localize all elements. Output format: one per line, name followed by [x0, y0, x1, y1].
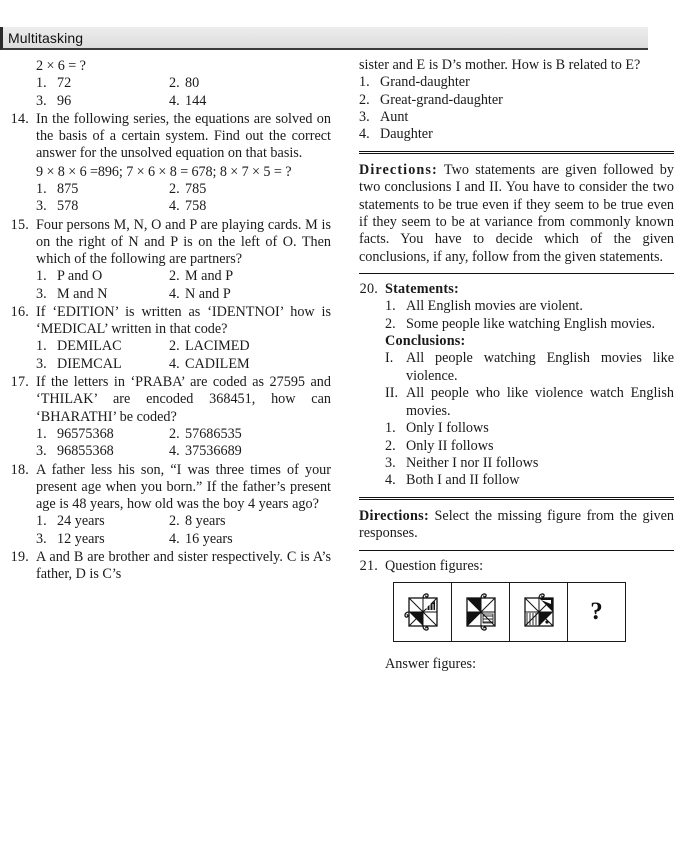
option-marker: 1.	[36, 513, 47, 530]
option-2[interactable]	[169, 513, 226, 530]
directions-paragraph-2	[359, 508, 674, 543]
option-row	[36, 75, 331, 92]
question-number: 15.	[10, 216, 29, 233]
conclusion-text: All people who like violence watch English movies.	[406, 385, 674, 419]
option-1[interactable]	[359, 74, 674, 91]
option-1[interactable]	[385, 420, 674, 437]
pattern-figure-icon	[459, 589, 503, 635]
question-number: 18.	[10, 461, 29, 478]
option-text: 785	[185, 180, 207, 197]
option-text: DEMILAC	[57, 338, 122, 355]
option-text: M and P	[185, 268, 234, 285]
question-13-tail	[10, 57, 331, 110]
question-figures-label: Question figures:	[385, 557, 484, 574]
left-column	[0, 56, 345, 852]
option-text: 578	[57, 198, 79, 215]
question-20	[359, 281, 674, 489]
question-16	[10, 304, 331, 373]
question-number-blank	[10, 57, 36, 110]
option-text: DIEMCAL	[57, 355, 122, 372]
option-marker: 2.	[359, 91, 370, 108]
option-marker: 2.	[169, 268, 180, 285]
option-row	[36, 181, 331, 198]
option-text: Aunt	[380, 109, 409, 126]
option-row	[36, 338, 331, 355]
question-figure-1	[394, 583, 452, 641]
option-3[interactable]	[36, 531, 169, 548]
option-3[interactable]	[36, 93, 169, 110]
statement-text: All English movies are violent.	[406, 298, 583, 315]
option-text: P and O	[57, 268, 103, 285]
option-marker: 2.	[169, 425, 180, 442]
option-3[interactable]	[36, 443, 169, 460]
question-15	[10, 217, 331, 303]
option-marker: 3.	[36, 530, 47, 547]
option-text: N and P	[185, 285, 231, 302]
option-text: 875	[57, 180, 79, 197]
option-4[interactable]	[169, 443, 242, 460]
question-text: If the letters in ‘PRABA’ are coded as 27595 and ‘THILAK’ are encoded 368451, how can ‘BHARATHI’ be coded?	[36, 374, 331, 425]
option-marker: 2.	[169, 338, 180, 355]
option-1[interactable]	[36, 338, 169, 355]
option-3[interactable]	[36, 356, 169, 373]
option-marker: 3.	[36, 285, 47, 302]
option-text: 8 years	[185, 513, 226, 530]
option-text: 16 years	[185, 530, 233, 547]
option-marker: 1.	[36, 425, 47, 442]
answer-figures-label: Answer figures:	[385, 655, 477, 672]
option-text: Both I and II follow	[406, 472, 520, 489]
statement-text: Some people like watching English movies.	[406, 315, 656, 332]
section-divider-4	[359, 550, 674, 551]
option-text: 96855368	[57, 443, 114, 460]
question-number: 14.	[10, 111, 29, 128]
option-marker: 1.	[36, 268, 47, 285]
question-figures-strip	[393, 582, 626, 642]
pattern-figure-icon	[517, 589, 561, 635]
options-list	[36, 513, 331, 548]
option-marker: 4.	[169, 198, 180, 215]
option-marker: 4.	[359, 126, 370, 143]
option-row	[36, 198, 331, 215]
option-4[interactable]	[169, 198, 206, 215]
options-list	[36, 268, 331, 303]
option-text: Only I follows	[406, 420, 489, 437]
option-row	[36, 268, 331, 285]
question-figure-3	[510, 583, 568, 641]
question-number: 21.	[359, 557, 378, 574]
question-number: 20.	[359, 281, 378, 298]
option-text: 72	[57, 75, 72, 92]
directions-text: Select the missing figure from the given responses.	[359, 507, 674, 542]
options-list	[385, 420, 674, 490]
option-marker: 4.	[169, 92, 180, 109]
question-number: 19.	[10, 549, 29, 566]
option-text: 80	[185, 75, 200, 92]
option-3[interactable]	[36, 286, 169, 303]
question-text: Four persons M, N, O and P are playing cards. M is on the right of N and P is on the left of O. Then which of the following are partners?	[36, 216, 331, 268]
option-marker: 4.	[169, 285, 180, 302]
option-marker: 4.	[169, 355, 180, 372]
question-14	[10, 111, 331, 216]
option-row	[36, 426, 331, 443]
question-figure-4-missing	[568, 583, 625, 641]
question-figure-2	[452, 583, 510, 641]
question-text: A father less his son, “I was three times of your present age when you born.” If the father’s present age is 48 years, how old was the boy 4 years ago?	[36, 461, 331, 513]
option-marker: 3.	[36, 443, 47, 460]
option-text: 758	[185, 198, 207, 215]
directions-label: Directions:	[359, 161, 438, 178]
option-2[interactable]	[169, 268, 233, 285]
option-marker: 4.	[385, 472, 396, 489]
option-marker: 3.	[359, 109, 370, 126]
option-marker: 2.	[169, 180, 180, 197]
options-list	[36, 426, 331, 461]
question-text-continued: sister and E is D’s mother. How is B related to E?	[359, 57, 641, 73]
option-marker: 1.	[359, 74, 370, 91]
conclusions-heading: Conclusions:	[385, 333, 466, 350]
right-column	[345, 56, 690, 852]
equation: 2 × 6 = ?	[36, 58, 86, 74]
running-header	[0, 27, 648, 50]
options-list	[36, 181, 331, 216]
option-marker: 3.	[36, 355, 47, 372]
option-marker: 1.	[36, 180, 47, 197]
conclusion-1	[385, 350, 674, 385]
conclusion-2	[385, 385, 674, 420]
option-marker: 2.	[385, 437, 396, 454]
section-divider-1	[359, 151, 674, 154]
statement-marker: 2.	[385, 315, 396, 332]
option-4[interactable]	[169, 286, 231, 303]
option-2[interactable]	[385, 438, 674, 455]
question-21	[359, 558, 674, 674]
option-marker: 3.	[385, 454, 396, 471]
question-19	[10, 549, 331, 583]
page-title: Multitasking	[8, 29, 84, 46]
question-17	[10, 374, 331, 460]
option-marker: 1.	[36, 75, 47, 92]
option-4[interactable]	[359, 126, 674, 143]
option-2[interactable]	[359, 92, 674, 109]
option-1[interactable]	[36, 268, 169, 285]
option-marker: 2.	[169, 513, 180, 530]
option-text: 96575368	[57, 425, 114, 442]
option-text: LACIMED	[185, 338, 250, 355]
option-text: 37536689	[185, 443, 242, 460]
option-marker: 4.	[169, 443, 180, 460]
option-row	[36, 443, 331, 460]
option-2[interactable]	[169, 338, 250, 355]
option-text: Only II follows	[406, 437, 494, 454]
option-marker: 3.	[36, 92, 47, 109]
conclusion-text: All people watching English movies like violence.	[406, 350, 674, 384]
option-3[interactable]	[359, 109, 674, 126]
option-1[interactable]	[36, 181, 169, 198]
option-4[interactable]	[385, 472, 674, 489]
statements-heading: Statements:	[385, 281, 459, 298]
option-text: 57686535	[185, 425, 242, 442]
option-2[interactable]	[169, 75, 199, 92]
question-equation: 9 × 8 × 6 =896; 7 × 6 × 8 = 678; 8 × 7 × 5 = ?	[36, 163, 292, 180]
options-list	[359, 74, 674, 144]
question-number: 16.	[10, 304, 29, 321]
question-mark-glyph: ?	[590, 598, 603, 626]
option-text: 12 years	[57, 530, 105, 547]
question-number: 17.	[10, 374, 29, 391]
option-marker: 1.	[36, 338, 47, 355]
option-marker: 4.	[169, 530, 180, 547]
question-18	[10, 462, 331, 548]
option-1[interactable]	[36, 426, 169, 443]
option-text: 144	[185, 92, 207, 109]
option-marker: 1.	[385, 420, 396, 437]
option-row	[36, 93, 331, 110]
conclusions-list	[385, 350, 674, 420]
option-row	[36, 356, 331, 373]
question-text: In the following series, the equations are solved on the basis of a certain system. Find out the correct answer for the unsolved equation on that basis.	[36, 111, 331, 162]
option-4[interactable]	[169, 531, 233, 548]
two-column-body	[0, 56, 690, 852]
directions-paragraph-1	[359, 162, 674, 266]
pattern-figure-icon	[401, 589, 445, 635]
option-3[interactable]	[385, 455, 674, 472]
options-list	[36, 75, 331, 110]
statement-1	[385, 298, 674, 315]
conclusion-marker: II.	[385, 385, 398, 402]
option-text: Neither I nor II follows	[406, 454, 539, 471]
option-2[interactable]	[169, 426, 242, 443]
section-divider-3	[359, 497, 674, 500]
option-text: 96	[57, 92, 72, 109]
option-text: Grand-daughter	[380, 74, 470, 91]
option-text: Daughter	[380, 126, 433, 143]
option-4[interactable]	[169, 93, 206, 110]
option-3[interactable]	[36, 198, 169, 215]
option-text: Great-grand-daughter	[380, 91, 503, 108]
option-marker: 3.	[36, 198, 47, 215]
directions-text: Two statements are given followed by two conclusions I and II. You have to consider the two statements to be true even if they seem to be true even if they seem to be at variance from commonly known facts. You have to decide which of the given conclusions, if any, follow from the given statements.	[359, 161, 674, 265]
directions-label: Directions:	[359, 507, 430, 524]
statements-list	[385, 298, 674, 333]
question-text: A and B are brother and sister respectively. C is A’s father, D is C’s	[36, 549, 331, 583]
question-text: If ‘EDITION’ is written as ‘IDENTNOI’ how is ‘MEDICAL’ written in that code?	[36, 304, 331, 338]
option-row	[36, 513, 331, 530]
option-text: 24 years	[57, 513, 105, 530]
option-text: M and N	[57, 285, 108, 302]
conclusion-marker: I.	[385, 350, 394, 367]
option-4[interactable]	[169, 356, 250, 373]
option-row	[36, 531, 331, 548]
option-marker: 2.	[169, 75, 180, 92]
statement-marker: 1.	[385, 298, 396, 315]
question-19-continued	[359, 57, 674, 144]
option-text: CADILEM	[185, 355, 250, 372]
options-list	[36, 338, 331, 373]
section-divider-2	[359, 273, 674, 274]
option-2[interactable]	[169, 181, 206, 198]
statement-2	[385, 316, 674, 333]
option-row	[36, 286, 331, 303]
option-1[interactable]	[36, 75, 169, 92]
option-1[interactable]	[36, 513, 169, 530]
